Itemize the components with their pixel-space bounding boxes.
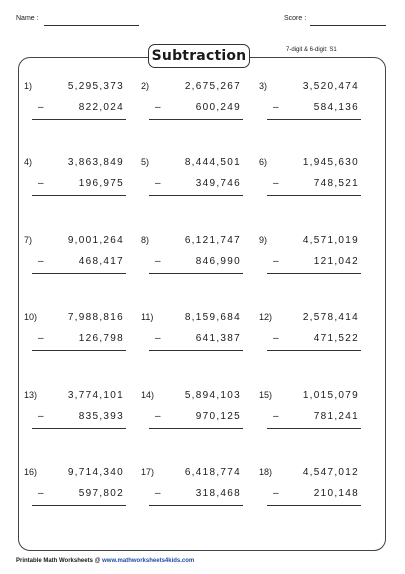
problem-number: 6): [259, 157, 268, 167]
worksheet-subtitle: 7-digit & 6-digit: S1: [286, 47, 337, 53]
problem-number: 3): [259, 81, 268, 91]
minuend: 3,520,474: [302, 81, 359, 92]
subtrahend: 822,024: [78, 102, 124, 113]
subtrahend: 970,125: [195, 411, 241, 422]
problem-item: [24, 390, 124, 450]
minuend: 8,159,684: [184, 312, 241, 323]
minus-sign: –: [38, 256, 44, 267]
subtrahend: 468,417: [78, 256, 124, 267]
minuend: 9,001,264: [67, 235, 124, 246]
answer-line[interactable]: [149, 428, 243, 429]
subtrahend: 748,521: [313, 178, 359, 189]
minus-sign: –: [155, 178, 161, 189]
problem-item: [24, 81, 124, 141]
problem-number: 4): [24, 157, 33, 167]
worksheet-title: Subtraction: [148, 44, 250, 68]
minus-sign: –: [38, 488, 44, 499]
answer-line[interactable]: [32, 428, 126, 429]
answer-line[interactable]: [32, 350, 126, 351]
minuend: 1,945,630: [302, 157, 359, 168]
score-label: Score :: [284, 15, 307, 22]
subtrahend: 781,241: [313, 411, 359, 422]
problem-item: [141, 467, 241, 527]
name-label: Name :: [16, 15, 39, 22]
problem-number: 15): [259, 390, 273, 400]
minus-sign: –: [38, 178, 44, 189]
minuend: 9,714,340: [67, 467, 124, 478]
answer-line[interactable]: [149, 195, 243, 196]
problem-number: 10): [24, 312, 38, 322]
minuend: 4,547,012: [302, 467, 359, 478]
minuend: 3,863,849: [67, 157, 124, 168]
answer-line[interactable]: [149, 350, 243, 351]
problem-item: [259, 467, 359, 527]
problem-number: 9): [259, 235, 268, 245]
minuend: 2,675,267: [184, 81, 241, 92]
minuend: 5,295,373: [67, 81, 124, 92]
answer-line[interactable]: [149, 505, 243, 506]
subtrahend: 318,468: [195, 488, 241, 499]
minuend: 7,988,816: [67, 312, 124, 323]
minus-sign: –: [38, 333, 44, 344]
problem-item: [141, 81, 241, 141]
subtrahend: 600,249: [195, 102, 241, 113]
problem-number: 2): [141, 81, 150, 91]
minuend: 6,121,747: [184, 235, 241, 246]
problem-number: 5): [141, 157, 150, 167]
minuend: 6,418,774: [184, 467, 241, 478]
problem-item: [259, 235, 359, 295]
answer-line[interactable]: [149, 119, 243, 120]
problem-item: [259, 312, 359, 372]
problem-number: 16): [24, 467, 38, 477]
problem-item: [141, 235, 241, 295]
problem-item: [259, 81, 359, 141]
problem-number: 18): [259, 467, 273, 477]
subtrahend: 121,042: [313, 256, 359, 267]
answer-line[interactable]: [267, 195, 361, 196]
score-field-line[interactable]: [310, 25, 386, 26]
minus-sign: –: [273, 488, 279, 499]
subtrahend: 846,990: [195, 256, 241, 267]
minus-sign: –: [273, 333, 279, 344]
problem-number: 7): [24, 235, 33, 245]
problem-item: [259, 390, 359, 450]
minus-sign: –: [155, 411, 161, 422]
minus-sign: –: [155, 333, 161, 344]
answer-line[interactable]: [32, 273, 126, 274]
minuend: 1,015,079: [302, 390, 359, 401]
minuend: 8,444,501: [184, 157, 241, 168]
subtrahend: 196,975: [78, 178, 124, 189]
minus-sign: –: [273, 256, 279, 267]
problem-number: 1): [24, 81, 33, 91]
subtrahend: 210,148: [313, 488, 359, 499]
answer-line[interactable]: [267, 505, 361, 506]
name-field-line[interactable]: [44, 25, 139, 26]
problem-item: [141, 157, 241, 217]
subtrahend: 641,387: [195, 333, 241, 344]
problem-number: 11): [141, 312, 154, 322]
footer-url[interactable]: www.mathworksheets4kids.com: [102, 558, 195, 564]
minus-sign: –: [155, 256, 161, 267]
problem-item: [24, 467, 124, 527]
subtrahend: 597,802: [78, 488, 124, 499]
subtrahend: 126,798: [78, 333, 124, 344]
minus-sign: –: [155, 488, 161, 499]
minuend: 3,774,101: [67, 390, 124, 401]
problem-item: [24, 157, 124, 217]
minus-sign: –: [38, 411, 44, 422]
problem-number: 17): [141, 467, 155, 477]
problem-number: 13): [24, 390, 38, 400]
footer-prefix: Printable Math Worksheets @: [16, 558, 101, 564]
minuend: 5,894,103: [184, 390, 241, 401]
minus-sign: –: [273, 178, 279, 189]
answer-line[interactable]: [267, 350, 361, 351]
problem-number: 8): [141, 235, 150, 245]
problem-number: 12): [259, 312, 273, 322]
footer: [16, 558, 194, 564]
minus-sign: –: [38, 102, 44, 113]
problem-item: [24, 312, 124, 372]
subtrahend: 349,746: [195, 178, 241, 189]
answer-line[interactable]: [149, 273, 243, 274]
answer-line[interactable]: [267, 428, 361, 429]
answer-line[interactable]: [32, 505, 126, 506]
answer-line[interactable]: [32, 195, 126, 196]
minus-sign: –: [155, 102, 161, 113]
minus-sign: –: [273, 102, 279, 113]
minuend: 2,578,414: [302, 312, 359, 323]
subtrahend: 584,136: [313, 102, 359, 113]
minuend: 4,571,019: [302, 235, 359, 246]
subtrahend: 471,522: [313, 333, 359, 344]
answer-line[interactable]: [267, 119, 361, 120]
problem-item: [24, 235, 124, 295]
minus-sign: –: [273, 411, 279, 422]
answer-line[interactable]: [267, 273, 361, 274]
problem-number: 14): [141, 390, 155, 400]
subtrahend: 835,393: [78, 411, 124, 422]
problem-item: [259, 157, 359, 217]
problem-item: [141, 390, 241, 450]
problem-item: [141, 312, 241, 372]
answer-line[interactable]: [32, 119, 126, 120]
